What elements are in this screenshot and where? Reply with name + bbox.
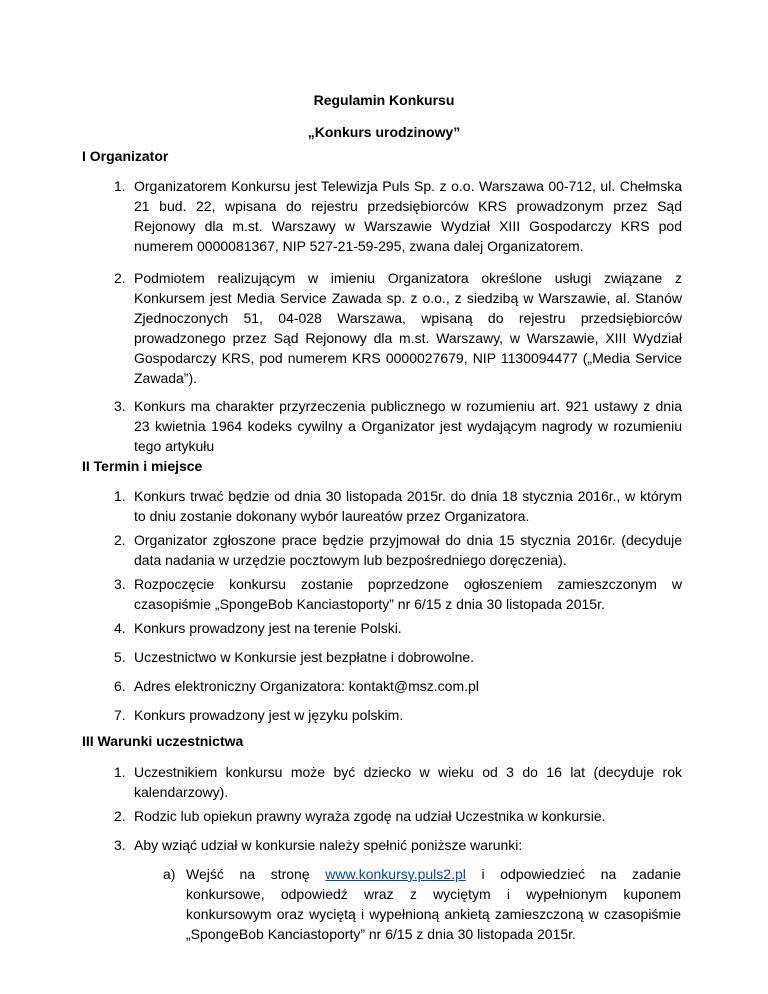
list-item bbox=[114, 396, 682, 456]
sub-list-item-letter: a) bbox=[163, 866, 176, 882]
list-item bbox=[114, 835, 682, 855]
list-item-number: 2. bbox=[114, 532, 126, 548]
list-item-number: 1. bbox=[114, 488, 126, 504]
list-item-text: Rodzic lub opiekun prawny wyraża zgodę na udział Uczestnika w konkursie. bbox=[134, 808, 606, 824]
list-item bbox=[114, 574, 682, 614]
sub-item-text-before: Wejść na stronę bbox=[186, 866, 326, 882]
list-item-text: Konkurs trwać będzie od dnia 30 listopada 2015r. do dnia 18 stycznia 2016r., w którym to dniu zostanie dokonany wybór laureatów przez Organizatora. bbox=[134, 488, 682, 524]
list-item-text: Uczestnictwo w Konkursie jest bezpłatne i dobrowolne. bbox=[134, 649, 475, 665]
list-item-number: 2. bbox=[114, 270, 126, 286]
list-item-text: Adres elektroniczny Organizatora: kontakt@msz.com.pl bbox=[134, 678, 479, 694]
list-item-text: Konkurs prowadzony jest na terenie Polski. bbox=[134, 620, 402, 636]
list-item-text: Konkurs prowadzony jest w języku polskim. bbox=[134, 707, 404, 723]
list-item bbox=[114, 806, 682, 826]
list-item-text: Aby wziąć udział w konkursie należy spełnić poniższe warunki: bbox=[134, 837, 523, 853]
konkursy-link[interactable]: www.konkursy.puls2.pl bbox=[325, 866, 466, 882]
list-item-text: Uczestnikiem konkursu może być dziecko w wieku od 3 do 16 lat (decyduje rok kalendarzowy). bbox=[134, 764, 682, 800]
sub-item-text-after: i odpowiedzieć na zadanie konkursowe, odpowiedź wraz z wyciętym i wypełnionym kuponem konkursowym oraz wyciętą i wypełnioną ankietą zamieszczoną w czasopiśmie „SpongeBob Kanciastoporty” nr 6/15 z dnia 30 listopada 2015r. bbox=[186, 866, 681, 942]
list-item-text: Rozpoczęcie konkursu zostanie poprzedzone ogłoszeniem zamieszczonym w czasopiśmie „SpongeBob Kanciastoporty” nr 6/15 z dnia 30 listopada 2015r. bbox=[134, 576, 682, 612]
sub-list-item bbox=[163, 864, 681, 944]
section-heading-termin: II Termin i miejsce bbox=[82, 458, 203, 474]
list-item bbox=[114, 762, 682, 802]
list-item bbox=[114, 647, 682, 667]
list-item bbox=[114, 705, 682, 725]
list-item-number: 3. bbox=[114, 576, 126, 592]
list-item bbox=[114, 618, 682, 638]
list-item-text: Organizator zgłoszone prace będzie przyjmował do dnia 15 stycznia 2016r. (decyduje data nadania w urzędzie pocztowym lub bezpośredniego doręczenia). bbox=[134, 532, 682, 568]
section-heading-organizator: I Organizator bbox=[82, 148, 169, 164]
list-item bbox=[114, 268, 682, 388]
list-item-number: 7. bbox=[114, 707, 126, 723]
list-item-number: 6. bbox=[114, 678, 126, 694]
list-item-number: 4. bbox=[114, 620, 126, 636]
list-item-text: Konkurs ma charakter przyrzeczenia publicznego w rozumieniu art. 921 ustawy z dnia 23 kwietnia 1964 kodeks cywilny a Organizator jest wydającym nagrody w rozumieniu tego artykułu bbox=[134, 398, 682, 454]
list-item bbox=[114, 530, 682, 570]
list-item bbox=[114, 486, 682, 526]
document-title: Regulamin Konkursu bbox=[313, 92, 455, 108]
document-subtitle: „Konkurs urodzinowy” bbox=[307, 124, 461, 140]
list-item-text: Podmiotem realizującym w imieniu Organizatora określone usługi związane z Konkursem jest Media Service Zawada sp. z o.o., z siedzibą w Warszawie, al. Stanów Zjednoczonych 51, 04-028 Warszawa, wpisaną do rejestru przedsiębiorców prowadzonego przez Sąd Rejonowy dla m.st. Warszawy, w Warszawie, XIII Wydział Gospodarczy KRS, pod numerem KRS 0000027679, NIP 1130094477 („Media Service Zawada”). bbox=[134, 270, 682, 386]
list-item-number: 3. bbox=[114, 837, 126, 853]
list-item-number: 5. bbox=[114, 649, 126, 665]
list-item-number: 1. bbox=[114, 178, 126, 194]
list-item-text: Organizatorem Konkursu jest Telewizja Puls Sp. z o.o. Warszawa 00-712, ul. Chełmska 21 bud. 22, wpisana do rejestru przedsiębiorców KRS prowadzonym przez Sąd Rejonowy dla m.st. Warszawy w Warszawie Wydział XIII Gospodarczy KRS pod numerem 0000081367, NIP 527-21-59-295, zwana dalej Organizatorem. bbox=[134, 178, 682, 254]
sub-list-item-text bbox=[186, 864, 681, 944]
list-item bbox=[114, 676, 682, 696]
list-item-number: 2. bbox=[114, 808, 126, 824]
section-heading-warunki: III Warunki uczestnictwa bbox=[82, 733, 244, 749]
list-item bbox=[114, 176, 682, 256]
list-item-number: 1. bbox=[114, 764, 126, 780]
list-item-number: 3. bbox=[114, 398, 126, 414]
